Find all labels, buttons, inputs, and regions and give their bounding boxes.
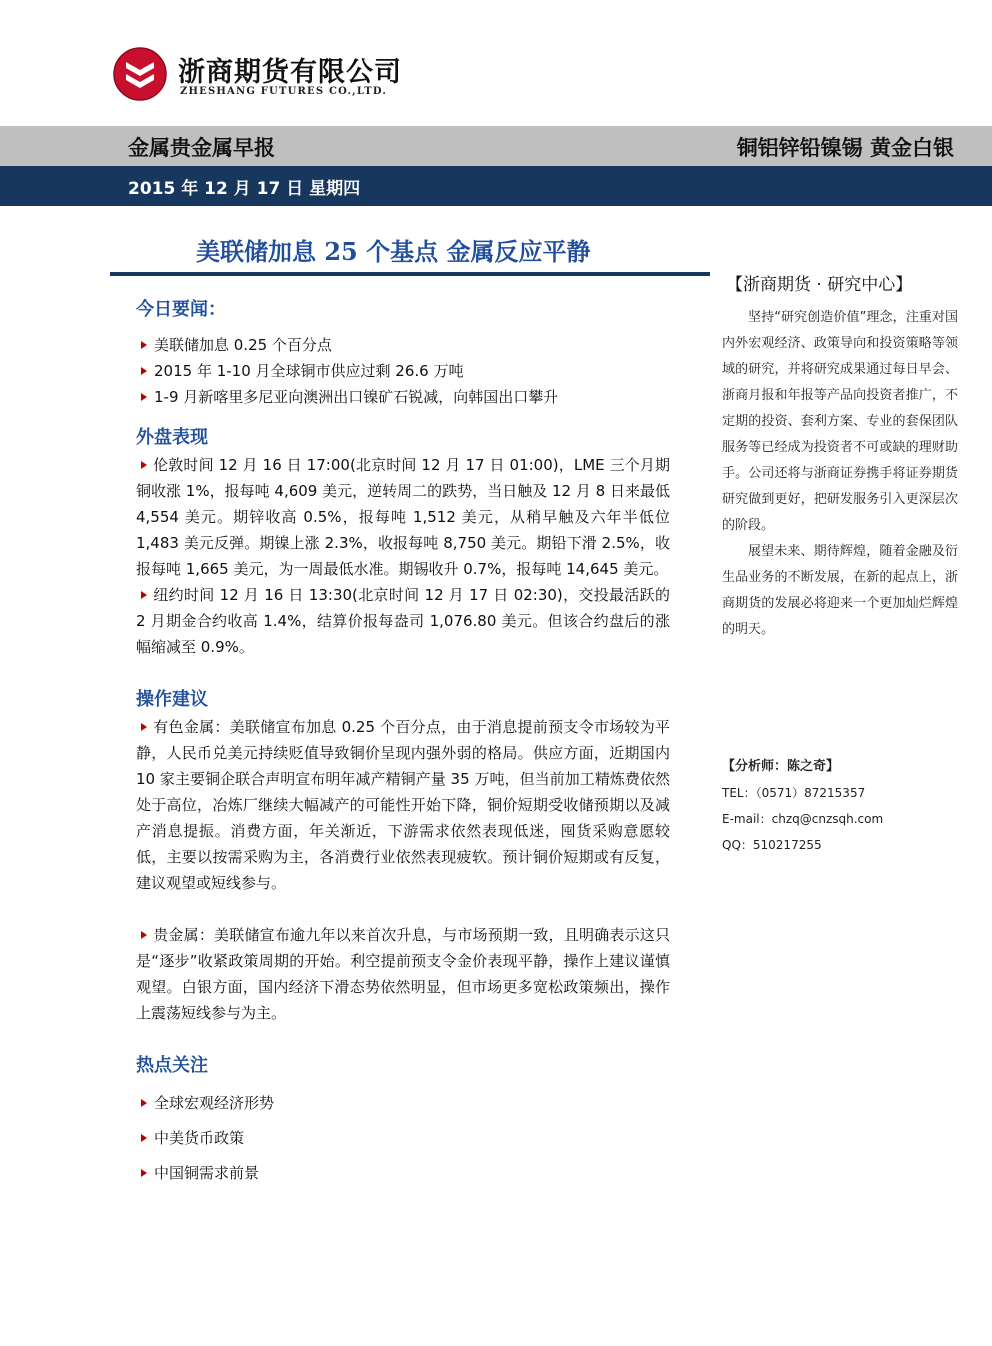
sidebar-paragraph: 坚持“研究创造价值”理念，注重对国内外宏观经济、政策导向和投资策略等领域的研究，并将研究成果通过每日早会、浙商月报和年报等产品向投资者推广，不定期的投资、套利方案、专业的套保团队服务等已经成为投资者不可或缺的理财助手。公司还将与浙商证券携手将证券期货研究做到更好，把研发服务引入更深层次的阶段。 [722, 310, 958, 533]
report-title-band [0, 126, 992, 166]
sidebar [722, 270, 958, 643]
report-metals: 铜铝锌铅镍锡 黄金白银 [736, 136, 954, 160]
analyst-contact [722, 754, 962, 858]
analyst-tel: TEL：（0571）87215357 [722, 786, 866, 800]
company-name-cn: 浙商期货有限公司 [178, 57, 402, 88]
hot-item: 中美货币政策 [136, 1125, 670, 1151]
analyst-name: 【分析师：陈之奇】 [722, 759, 840, 774]
company-name-en: ZHESHANG FUTURES CO.,LTD. [180, 86, 388, 97]
overseas-title: 外盘表现 [136, 427, 208, 448]
date-band [0, 166, 992, 206]
report-date: 2015 年 12 月 17 日 星期四 [128, 179, 361, 199]
analyst-qq: QQ：510217255 [722, 838, 822, 852]
bullet-arrow-icon [141, 461, 147, 469]
overseas-paragraph: 伦敦时间 12 月 16 日 17:00(北京时间 12 月 17 日 01:00)，LME 三个月期铜收涨 1%，报每吨 4,609 美元，逆转周二的跌势，当日触及 12 月 8 日来最低 4,554 美元。期锌收高 0.5%，报每吨 1,512 美元，从稍早触及六年半低位 1,483 美元反弹。期镍上涨 2.3%，收报每吨 8,750 美元。期铅下滑 2.5%，收报每吨 1,665 美元，为一周最低水准。期锡收升 0.7%，报每吨 14,645 美元。 [136, 456, 670, 578]
news-item: 2015 年 1-10 月全球铜市供应过剩 26.6 万吨 [136, 358, 670, 384]
news-title: 今日要闻： [136, 299, 226, 320]
hot-title: 热点关注 [136, 1055, 208, 1076]
overseas-paragraph: 纽约时间 12 月 16 日 13:30(北京时间 12 月 17 日 02:30)，交投最活跃的 2 月期金合约收高 1.4%，结算价报每盎司 1,076.80 美元。但该合约盘后的涨幅缩减至 0.9%。 [136, 586, 670, 656]
bullet-arrow-icon [141, 723, 147, 731]
hot-item: 全球宏观经济形势 [136, 1090, 670, 1116]
advice-title: 操作建议 [136, 689, 208, 710]
headline-divider [110, 272, 710, 276]
news-item: 美联储加息 0.25 个百分点 [136, 332, 670, 358]
bullet-arrow-icon [141, 591, 147, 599]
main-content [136, 296, 670, 1186]
sidebar-paragraph: 展望未来、期待辉煌，随着金融及衍生品业务的不断发展，在新的起点上，浙商期货的发展必将迎来一个更加灿烂辉煌的明天。 [722, 544, 958, 637]
report-category: 金属贵金属早报 [128, 136, 275, 160]
bullet-arrow-icon [141, 931, 147, 939]
headline: 美联储加息 25 个基点 金属反应平静 [196, 237, 591, 266]
sidebar-heading: 【浙商期货 · 研究中心】 [726, 275, 913, 295]
advice-paragraph: 贵金属：美联储宣布逾九年以来首次升息，与市场预期一致，且明确表示这只是“逐步”收紧政策周期的开始。利空提前预支令金价表现平静，操作上建议谨慎观望。白银方面，国内经济下滑态势依然明显，但市场更多宽松政策频出，操作上震荡短线参与为主。 [136, 926, 670, 1022]
hot-item: 中国铜需求前景 [136, 1160, 670, 1186]
news-item: 1-9 月新喀里多尼亚向澳洲出口镍矿石锐减，向韩国出口攀升 [136, 384, 670, 410]
analyst-email: E-mail：chzq@cnzsqh.com [722, 812, 884, 826]
zheshang-logo-icon [112, 46, 168, 102]
company-logo [112, 46, 412, 106]
advice-paragraph: 有色金属：美联储宣布加息 0.25 个百分点，由于消息提前预支令市场较为平静，人民币兑美元持续贬值导致铜价呈现内强外弱的格局。供应方面，近期国内 10 家主要铜企联合声明宣布明年减产精铜产量 35 万吨，但当前加工精炼费依然处于高位，冶炼厂继续大幅减产的可能性开始下降，铜价短期受收储预期以及减产消息提振。消费方面，年关渐近，下游需求依然表现低迷，囤货采购意愿较低，主要以按需采购为主，各消费行业依然表现疲软。预计铜价短期或有反复，建议观望或短线参与。 [136, 718, 670, 892]
